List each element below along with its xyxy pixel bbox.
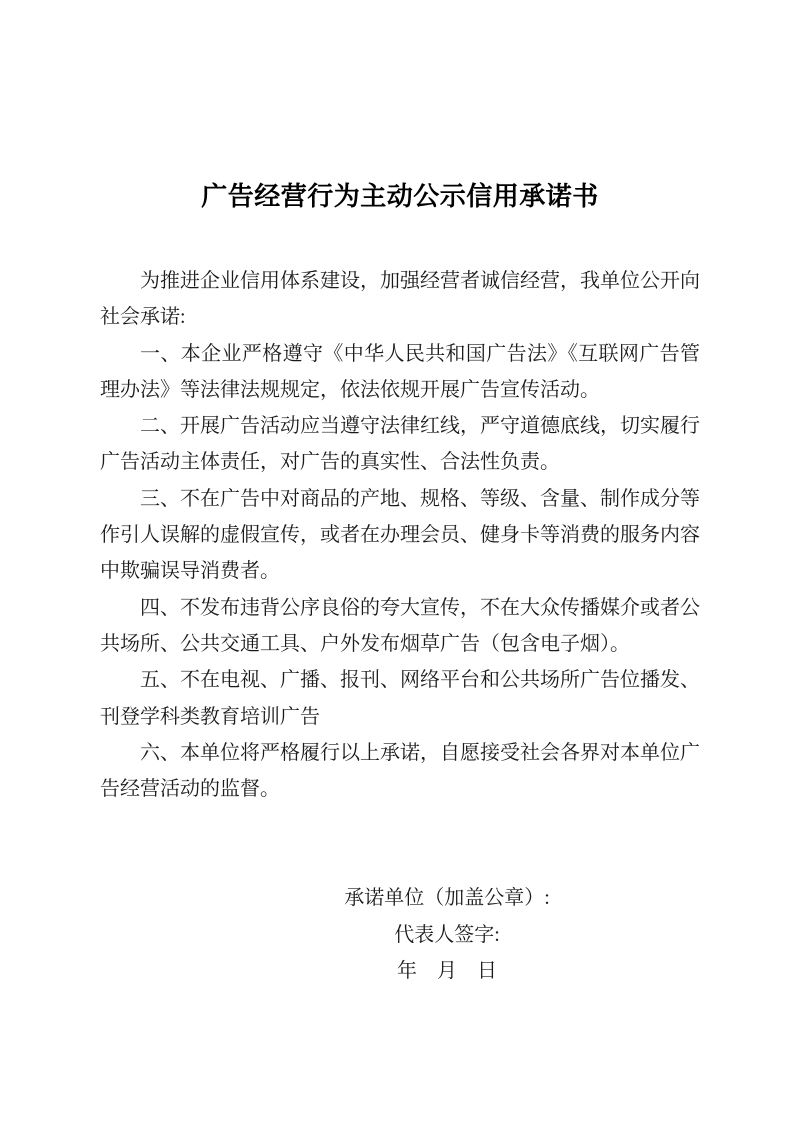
signature-unit-line: 承诺单位（加盖公章）: (344, 887, 550, 910)
signature-representative-line: 代表人签字: (394, 923, 500, 946)
commitment-item-1: 一、本企业严格遵守《中华人民共和国广告法》《互联网广告管理办法》等法律法规规定，依法依规开展广告宣传活动。 (100, 342, 700, 401)
document-body (100, 263, 700, 807)
commitment-item-6: 六、本单位将严格履行以上承诺，自愿接受社会各界对本单位广告经营活动的监督。 (100, 741, 700, 801)
intro-paragraph: 为推进企业信用体系建设，加强经营者诚信经营，我单位公开向社会承诺: (100, 270, 700, 329)
signature-date-line: 年 月 日 (397, 960, 497, 983)
commitment-item-5: 五、不在电视、广播、报刊、网络平台和公共场所广告位播发、刊登学科类教育培训广告 (100, 669, 700, 728)
commitment-item-3: 三、不在广告中对商品的产地、规格、等级、含量、制作成分等作引人误解的虚假宣传，或者在办理会员、健身卡等消费的服务内容中欺骗误导消费者。 (100, 487, 700, 583)
commitment-item-2: 二、开展广告活动应当遵守法律红线，严守道德底线，切实履行广告活动主体责任，对广告的真实性、合法性负责。 (100, 415, 700, 474)
document-title: 广告经营行为主动公示信用承诺书 (201, 182, 599, 211)
document-content (100, 0, 700, 989)
commitment-item-4: 四、不发布违背公序良俗的夸大宣传，不在大众传播媒介或者公共场所、公共交通工具、户外发布烟草广告（包含电子烟）。 (100, 596, 700, 655)
signature-block (147, 880, 747, 989)
